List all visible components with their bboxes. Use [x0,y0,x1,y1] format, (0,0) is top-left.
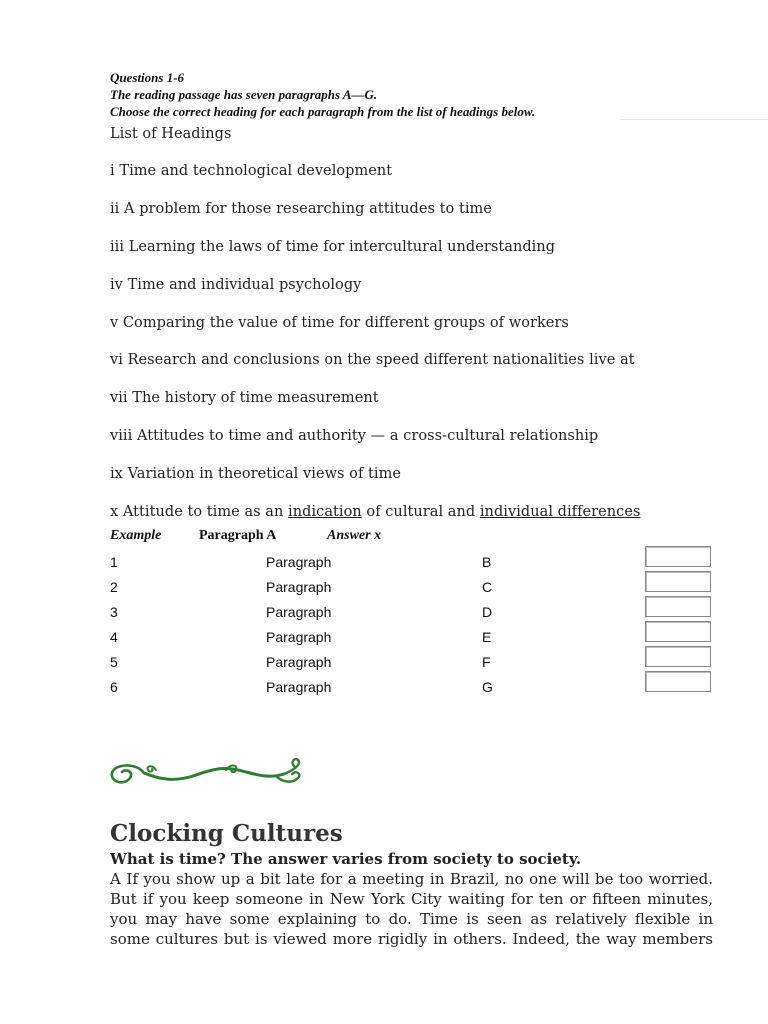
heading-item: ii A problem for those researching attitudes to time [110,201,492,217]
body-line: you may have some explaining to do. Time is seen as relatively flexible in [110,910,713,928]
row-label: Paragraph [266,629,332,645]
example-label: Example [110,528,162,543]
questions-title: Questions 1-6 [110,70,185,85]
row-label: Paragraph [266,654,332,670]
flourish-ornament-icon [106,758,306,790]
heading-item-last [110,504,640,520]
answer-input[interactable] [645,621,711,642]
row-label: Paragraph [266,579,332,595]
row-letter: G [482,679,493,695]
heading-item: viii Attitudes to time and authority — a cross-cultural relationship [110,428,599,444]
row-number: 5 [110,654,118,670]
row-letter: E [482,629,492,645]
row-letter: B [482,554,492,570]
underlined-link[interactable]: indication [288,504,362,520]
article-title: Clocking Cultures [110,820,343,847]
example-paragraph: Paragraph A [199,528,277,543]
heading-text: of cultural and [361,504,480,520]
heading-item: vii The history of time measurement [110,390,379,406]
row-number: 1 [110,554,118,570]
row-letter: F [482,654,491,670]
heading-item: iii Learning the laws of time for intercultural understanding [110,239,556,255]
headings-title: List of Headings [110,126,232,142]
answer-input[interactable] [645,671,711,692]
row-label: Paragraph [266,604,332,620]
row-letter: C [482,579,493,595]
questions-line-2: Choose the correct heading for each paragraph from the list of headings below. [110,104,536,119]
row-number: 6 [110,679,118,695]
row-number: 2 [110,579,118,595]
heading-item: vi Research and conclusions on the speed different nationalities live at [110,352,635,368]
body-line: some cultures but is viewed more rigidly in others. Indeed, the way members [110,930,713,948]
row-letter: D [482,604,493,620]
answer-input[interactable] [645,571,711,592]
row-number: 4 [110,629,118,645]
answer-input[interactable] [645,596,711,617]
heading-item: iv Time and individual psychology [110,277,362,293]
body-line: But if you keep someone in New York City waiting for ten or fifteen minutes, [110,890,713,908]
divider [620,119,768,120]
row-number: 3 [110,604,118,620]
heading-item: ix Variation in theoretical views of time [110,466,402,482]
heading-text: x Attitude to time as an [110,504,289,520]
heading-item: v Comparing the value of time for different groups of workers [110,315,569,331]
answer-input[interactable] [645,546,711,567]
questions-line-1: The reading passage has seven paragraphs A—G. [110,87,378,102]
article-body [110,869,713,949]
body-line: A If you show up a bit late for a meeting in Brazil, no one will be too worried. [110,870,713,888]
underlined-link[interactable]: individual differences [479,504,641,520]
article-subtitle: What is time? The answer varies from society to society. [110,850,582,868]
answer-input[interactable] [645,646,711,667]
heading-item: i Time and technological development [110,163,393,179]
example-answer: Answer x [327,528,382,543]
row-label: Paragraph [266,679,332,695]
row-label: Paragraph [266,554,332,570]
